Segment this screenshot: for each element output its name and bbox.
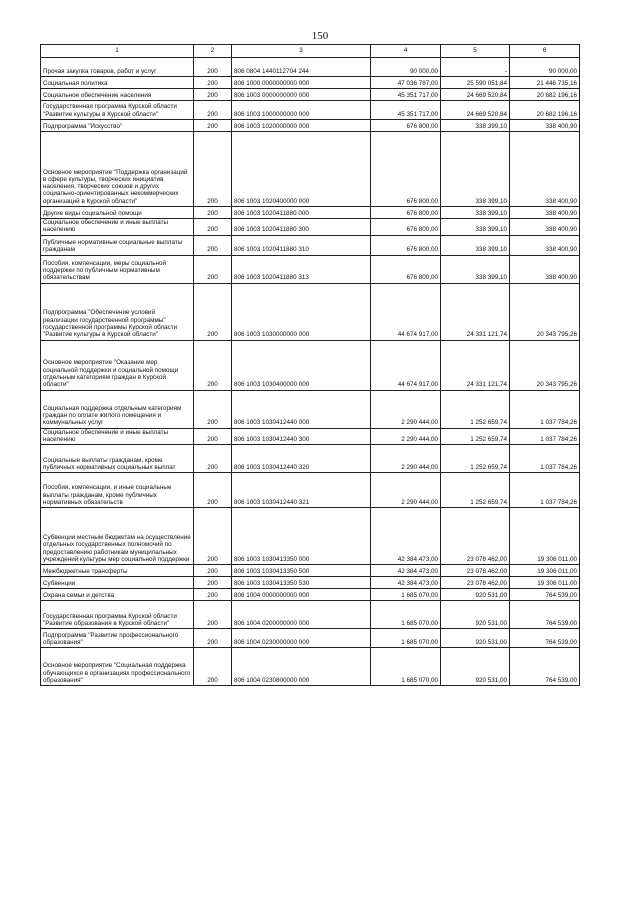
table-row <box>41 58 580 77</box>
row-value-col6: 19 306 011,00 <box>510 565 580 577</box>
row-name: Субвенции <box>41 577 194 589</box>
table-row <box>41 601 580 629</box>
row-value-col6: 764 539,00 <box>510 648 580 686</box>
row-value-col4: 1 685 070,00 <box>371 629 441 648</box>
row-value-col5: 920 531,00 <box>441 601 510 629</box>
row-value-col5: 338 399,10 <box>441 219 510 236</box>
row-classification-code: 806 1004 0230800000 000 <box>232 648 371 686</box>
table-row <box>41 219 580 236</box>
row-code: 200 <box>194 207 232 219</box>
row-classification-code: 806 1003 1030413350 530 <box>232 577 371 589</box>
row-value-col5: 23 078 462,00 <box>441 565 510 577</box>
row-code: 200 <box>194 390 232 428</box>
row-value-col4: 42 384 473,00 <box>371 565 441 577</box>
table-row <box>41 255 580 283</box>
row-name: Социальное обеспечение населения <box>41 89 194 101</box>
row-value-col4: 2 290 444,00 <box>371 390 441 428</box>
col-header: 4 <box>371 45 441 58</box>
row-value-col5: 338 399,10 <box>441 255 510 283</box>
row-name: Пособия, компенсации, меры социальной поддержки по публичным нормативным обязательствам <box>41 255 194 283</box>
row-code: 200 <box>194 235 232 255</box>
row-value-col4: 47 036 787,00 <box>371 77 441 89</box>
row-code: 200 <box>194 508 232 565</box>
row-classification-code: 806 1003 1030412440 321 <box>232 473 371 508</box>
row-classification-code: 806 1003 1030412440 320 <box>232 445 371 473</box>
row-value-col4: 44 674 917,00 <box>371 340 441 390</box>
row-value-col4: 1 685 070,00 <box>371 589 441 601</box>
row-value-col5: 24 331 121,74 <box>441 340 510 390</box>
row-classification-code: 806 1004 0230000000 000 <box>232 629 371 648</box>
table-row <box>41 508 580 565</box>
row-value-col6: 338 400,90 <box>510 120 580 132</box>
row-code: 200 <box>194 648 232 686</box>
row-value-col6: 19 306 011,00 <box>510 508 580 565</box>
row-name: Основное мероприятие "Социальная поддержка обучающихся в организациях профессионального образования" <box>41 648 194 686</box>
table-row <box>41 445 580 473</box>
row-value-col6: 764 539,00 <box>510 589 580 601</box>
row-value-col6: 338 400,90 <box>510 219 580 236</box>
row-value-col6: 764 539,00 <box>510 601 580 629</box>
row-value-col5: 920 531,00 <box>441 648 510 686</box>
row-value-col4: 676 800,00 <box>371 219 441 236</box>
table-row <box>41 577 580 589</box>
row-classification-code: 806 1003 1030412440 000 <box>232 390 371 428</box>
row-value-col5: 920 531,00 <box>441 629 510 648</box>
row-value-col4: 2 290 444,00 <box>371 445 441 473</box>
row-classification-code: 806 1003 1020411880 300 <box>232 219 371 236</box>
row-classification-code: 806 1003 1020411880 310 <box>232 235 371 255</box>
row-classification-code: 806 1000 0000000000 000 <box>232 77 371 89</box>
row-classification-code: 806 1003 1030412440 300 <box>232 428 371 445</box>
row-name: Пособия, компенсации, и иные социальные выплаты гражданам, кроме публичных нормативных обязательств <box>41 473 194 508</box>
row-value-col6: 1 037 784,26 <box>510 473 580 508</box>
col-header: 1 <box>41 45 194 58</box>
row-value-col6: 764 539,00 <box>510 629 580 648</box>
row-value-col5: - <box>441 58 510 77</box>
row-value-col4: 42 384 473,00 <box>371 508 441 565</box>
row-code: 200 <box>194 565 232 577</box>
row-value-col6: 20 682 196,16 <box>510 89 580 101</box>
row-value-col5: 1 252 659,74 <box>441 445 510 473</box>
row-code: 200 <box>194 629 232 648</box>
col-header: 2 <box>194 45 232 58</box>
row-value-col6: 19 306 011,00 <box>510 577 580 589</box>
row-name: Социальное обеспечение и иные выплаты населению <box>41 428 194 445</box>
row-value-col6: 21 446 735,16 <box>510 77 580 89</box>
row-value-col4: 2 290 444,00 <box>371 473 441 508</box>
row-value-col5: 338 399,10 <box>441 120 510 132</box>
row-classification-code: 806 1003 1030413350 500 <box>232 565 371 577</box>
row-code: 200 <box>194 101 232 120</box>
row-value-col6: 1 037 784,26 <box>510 445 580 473</box>
row-value-col6: 1 037 784,26 <box>510 428 580 445</box>
table-row <box>41 589 580 601</box>
table-row <box>41 428 580 445</box>
col-header: 3 <box>232 45 371 58</box>
row-value-col5: 1 252 659,74 <box>441 473 510 508</box>
row-value-col5: 24 331 121,74 <box>441 283 510 340</box>
row-value-col6: 20 343 795,26 <box>510 340 580 390</box>
row-code: 200 <box>194 89 232 101</box>
row-code: 200 <box>194 219 232 236</box>
row-value-col5: 1 252 659,74 <box>441 390 510 428</box>
row-name: Публичные нормативные социальные выплаты гражданам <box>41 235 194 255</box>
row-name: Субвенции местным бюджетам на осуществление отдельных государственных полномочий по предоставлению работникам муниципальных учреждений культуры мер социальной поддержки <box>41 508 194 565</box>
row-value-col4: 676 800,00 <box>371 235 441 255</box>
row-value-col6: 1 037 784,26 <box>510 390 580 428</box>
table-row <box>41 207 580 219</box>
row-classification-code: 806 1003 1030400000 000 <box>232 340 371 390</box>
row-value-col5: 920 531,00 <box>441 589 510 601</box>
col-header: 5 <box>441 45 510 58</box>
row-value-col4: 45 351 717,00 <box>371 101 441 120</box>
row-value-col6: 338 400,90 <box>510 207 580 219</box>
row-code: 200 <box>194 283 232 340</box>
row-name: Социальная политика <box>41 77 194 89</box>
table-row <box>41 390 580 428</box>
row-value-col6: 338 400,90 <box>510 255 580 283</box>
row-classification-code: 806 1003 1020411880 000 <box>232 207 371 219</box>
row-code: 200 <box>194 132 232 207</box>
row-value-col5: 1 252 659,74 <box>441 428 510 445</box>
row-name: Прочая закупка товаров, работ и услуг <box>41 58 194 77</box>
row-value-col5: 338 399,10 <box>441 207 510 219</box>
row-code: 200 <box>194 77 232 89</box>
budget-table <box>40 44 580 686</box>
row-value-col6: 20 682 196,16 <box>510 101 580 120</box>
row-name: Социальные выплаты гражданам, кроме публичных нормативных социальных выплат <box>41 445 194 473</box>
table-row <box>41 473 580 508</box>
row-code: 200 <box>194 58 232 77</box>
table-row <box>41 283 580 340</box>
table-row <box>41 340 580 390</box>
row-name: Основное мероприятие "Оказание мер социальной поддержки и социальной помощи отдельным категориям граждан в Курской области" <box>41 340 194 390</box>
table-row <box>41 101 580 120</box>
row-code: 200 <box>194 445 232 473</box>
row-classification-code: 806 0804 1440112704 244 <box>232 58 371 77</box>
row-value-col4: 90 000,00 <box>371 58 441 77</box>
row-classification-code: 806 1004 0000000000 000 <box>232 589 371 601</box>
row-classification-code: 806 1003 1020411880 313 <box>232 255 371 283</box>
row-code: 200 <box>194 255 232 283</box>
row-name: Государственная программа Курской области "Развитие образования в Курской области" <box>41 601 194 629</box>
row-code: 200 <box>194 340 232 390</box>
header-row <box>41 45 580 58</box>
row-value-col5: 338 399,10 <box>441 132 510 207</box>
row-value-col6: 20 343 795,26 <box>510 283 580 340</box>
row-classification-code: 806 1003 1020400000 000 <box>232 132 371 207</box>
row-value-col4: 1 685 070,00 <box>371 648 441 686</box>
row-classification-code: 806 1003 1030000000 000 <box>232 283 371 340</box>
row-value-col4: 45 351 717,00 <box>371 89 441 101</box>
row-value-col4: 676 800,00 <box>371 120 441 132</box>
row-value-col4: 42 384 473,00 <box>371 577 441 589</box>
row-value-col4: 44 674 917,00 <box>371 283 441 340</box>
row-classification-code: 806 1003 1000000000 000 <box>232 101 371 120</box>
row-name: Охрана семьи и детства <box>41 589 194 601</box>
row-classification-code: 806 1003 1020000000 000 <box>232 120 371 132</box>
row-name: Социальная поддержка отдельным категориям граждан по оплате жилого помещения и коммунальных услуг <box>41 390 194 428</box>
row-value-col4: 676 800,00 <box>371 255 441 283</box>
row-name: Основное мероприятие "Поддержка организаций в сфере культуры, творческих инициатив населения, творческих союзов и других социально-ориентированных некоммерческих организаций в Курской области" <box>41 132 194 207</box>
row-value-col5: 23 078 462,00 <box>441 508 510 565</box>
row-value-col5: 24 669 520,84 <box>441 89 510 101</box>
row-name: Государственная программа Курской области "Развитие культуры в Курской области" <box>41 101 194 120</box>
row-classification-code: 806 1003 0000000000 000 <box>232 89 371 101</box>
row-name: Социальное обеспечение и иные выплаты населению <box>41 219 194 236</box>
row-name: Другие виды социальной помощи <box>41 207 194 219</box>
row-code: 200 <box>194 428 232 445</box>
row-value-col5: 338 399,10 <box>441 235 510 255</box>
row-classification-code: 806 1004 0200000000 000 <box>232 601 371 629</box>
table-row <box>41 120 580 132</box>
row-name: Подпрограмма "Обеспечение условий реализации государственной программы" государственной программы Курской области "Развитие культуры в Курской области" <box>41 283 194 340</box>
row-value-col4: 676 800,00 <box>371 132 441 207</box>
row-code: 200 <box>194 577 232 589</box>
row-value-col6: 338 400,90 <box>510 235 580 255</box>
row-classification-code: 806 1003 1030413350 000 <box>232 508 371 565</box>
row-value-col4: 2 290 444,00 <box>371 428 441 445</box>
table-row <box>41 77 580 89</box>
row-value-col4: 676 800,00 <box>371 207 441 219</box>
table-row <box>41 235 580 255</box>
table-row <box>41 648 580 686</box>
table-row <box>41 89 580 101</box>
row-code: 200 <box>194 120 232 132</box>
page-number: 150 <box>311 30 329 42</box>
table-row <box>41 629 580 648</box>
row-name: Подпрограмма "Развитие профессионального образования" <box>41 629 194 648</box>
row-name: Межбюджетные трансферты <box>41 565 194 577</box>
row-value-col6: 90 000,00 <box>510 58 580 77</box>
col-header: 6 <box>510 45 580 58</box>
row-code: 200 <box>194 589 232 601</box>
row-code: 200 <box>194 473 232 508</box>
row-code: 200 <box>194 601 232 629</box>
table-row <box>41 132 580 207</box>
row-value-col5: 24 669 520,84 <box>441 101 510 120</box>
row-value-col6: 338 400,90 <box>510 132 580 207</box>
row-value-col5: 23 078 462,00 <box>441 577 510 589</box>
table-row <box>41 565 580 577</box>
row-value-col4: 1 685 070,00 <box>371 601 441 629</box>
row-name: Подпрограмма "Искусство" <box>41 120 194 132</box>
row-value-col5: 25 590 051,84 <box>441 77 510 89</box>
